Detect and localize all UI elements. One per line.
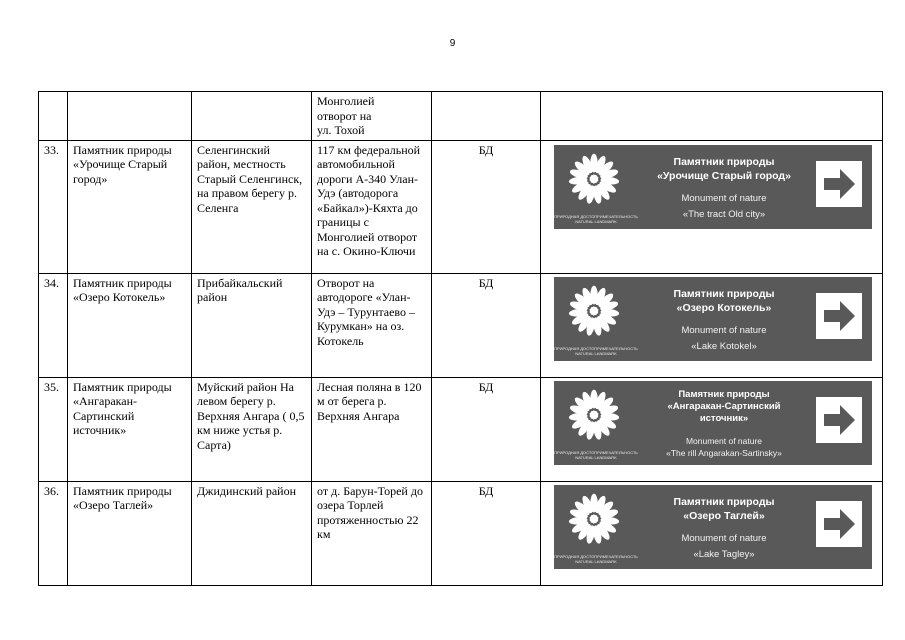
arrow-right-icon bbox=[816, 161, 862, 207]
row-number: 34. bbox=[39, 273, 68, 377]
road-code: БД bbox=[432, 140, 541, 273]
object-name bbox=[68, 92, 192, 141]
object-location: Джидинский район bbox=[192, 481, 312, 585]
object-location: Селенгинский район, местность Старый Селенгинск, на правом берегу р. Селенга bbox=[192, 140, 312, 273]
table-row bbox=[39, 140, 883, 273]
sign-landmark-caption: ПРИРОДНАЯ ДОСТОПРИМЕЧАТЕЛЬНОСТЬ NATURAL LANDMARK bbox=[554, 553, 638, 564]
road-code: БД bbox=[432, 481, 541, 585]
arrow-right-icon bbox=[816, 501, 862, 547]
sign-cell bbox=[541, 273, 883, 377]
sign-english bbox=[640, 191, 808, 223]
sign-english bbox=[640, 323, 808, 355]
row-number: 35. bbox=[39, 377, 68, 481]
sign-english-line2: «Lake Kotokel» bbox=[691, 340, 757, 352]
sign-title: Памятник природы «Озеро Котокель» bbox=[673, 287, 775, 314]
route-description: от д. Барун-Торей до озера Торлей протяженностью 22 км bbox=[312, 481, 432, 585]
sign-english-line1: Monument of nature bbox=[685, 435, 763, 446]
object-name: Памятник природы «Озеро Котокель» bbox=[68, 273, 192, 377]
arrow-right-icon bbox=[816, 397, 862, 443]
road-sign bbox=[554, 277, 872, 361]
object-location: Прибайкальский район bbox=[192, 273, 312, 377]
sign-title: Памятник природы «Озеро Таглей» bbox=[673, 495, 775, 522]
sign-title: Памятник природы «Урочище Старый город» bbox=[657, 155, 791, 182]
sign-english-line2: «The rill Angarakan-Sartinsky» bbox=[666, 447, 782, 458]
flower-icon bbox=[566, 387, 622, 443]
sign-landmark-caption: ПРИРОДНАЯ ДОСТОПРИМЕЧАТЕЛЬНОСТЬ NATURAL LANDMARK bbox=[554, 449, 638, 460]
sign-cell bbox=[541, 481, 883, 585]
road-code bbox=[432, 92, 541, 141]
sign-english bbox=[640, 531, 808, 563]
road-code: БД bbox=[432, 273, 541, 377]
route-description: Лесная поляна в 120 м от берега р. Верхняя Ангара bbox=[312, 377, 432, 481]
flower-icon bbox=[566, 491, 622, 547]
sign-title: Памятник природы «Ангаракан-Сартинский источник» bbox=[667, 388, 781, 424]
sign-cell bbox=[541, 92, 883, 141]
flower-icon bbox=[566, 151, 622, 207]
sign-english-line1: Monument of nature bbox=[681, 324, 767, 336]
route-description: Отворот на автодороге «Улан-Удэ – Турунтаево – Курумкан» на оз. Котокель bbox=[312, 273, 432, 377]
road-sign bbox=[554, 145, 872, 229]
sign-english-line1: Monument of nature bbox=[681, 532, 767, 544]
flower-icon bbox=[566, 283, 622, 339]
sign-english-line2: «Lake Tagley» bbox=[693, 548, 755, 560]
object-name: Памятник природы «Ангаракан-Сартинский источник» bbox=[68, 377, 192, 481]
table-row bbox=[39, 377, 883, 481]
table-row bbox=[39, 273, 883, 377]
sign-english bbox=[640, 435, 808, 459]
sign-cell bbox=[541, 140, 883, 273]
road-sign bbox=[554, 485, 872, 569]
route-description: 117 км федеральной автомобильной дороги А-340 Улан-Удэ (автодорога «Байкал»)-Кяхта до границы с Монголией отворот на с. Окино-Ключи bbox=[312, 140, 432, 273]
page-number: 9 bbox=[449, 38, 456, 49]
arrow-right-icon bbox=[816, 293, 862, 339]
row-number: 36. bbox=[39, 481, 68, 585]
object-location bbox=[192, 92, 312, 141]
row-number bbox=[39, 92, 68, 141]
sign-english-line2: «The tract Old city» bbox=[682, 208, 766, 220]
sign-landmark-caption: ПРИРОДНАЯ ДОСТОПРИМЕЧАТЕЛЬНОСТЬ NATURAL LANDMARK bbox=[554, 345, 638, 356]
signs-table bbox=[38, 91, 883, 586]
sign-english-line1: Monument of nature bbox=[681, 192, 767, 204]
road-code: БД bbox=[432, 377, 541, 481]
object-name: Памятник природы «Урочище Старый город» bbox=[68, 140, 192, 273]
road-sign bbox=[554, 381, 872, 465]
route-description: Монголией отворот на ул. Тохой bbox=[312, 92, 432, 141]
table-row bbox=[39, 92, 883, 141]
object-name: Памятник природы «Озеро Таглей» bbox=[68, 481, 192, 585]
object-location: Муйский район На левом берегу р. Верхняя Ангара ( 0,5 км ниже устья р. Сарта) bbox=[192, 377, 312, 481]
sign-cell bbox=[541, 377, 883, 481]
table-row bbox=[39, 481, 883, 585]
sign-landmark-caption: ПРИРОДНАЯ ДОСТОПРИМЕЧАТЕЛЬНОСТЬ NATURAL LANDMARK bbox=[554, 213, 638, 224]
row-number: 33. bbox=[39, 140, 68, 273]
